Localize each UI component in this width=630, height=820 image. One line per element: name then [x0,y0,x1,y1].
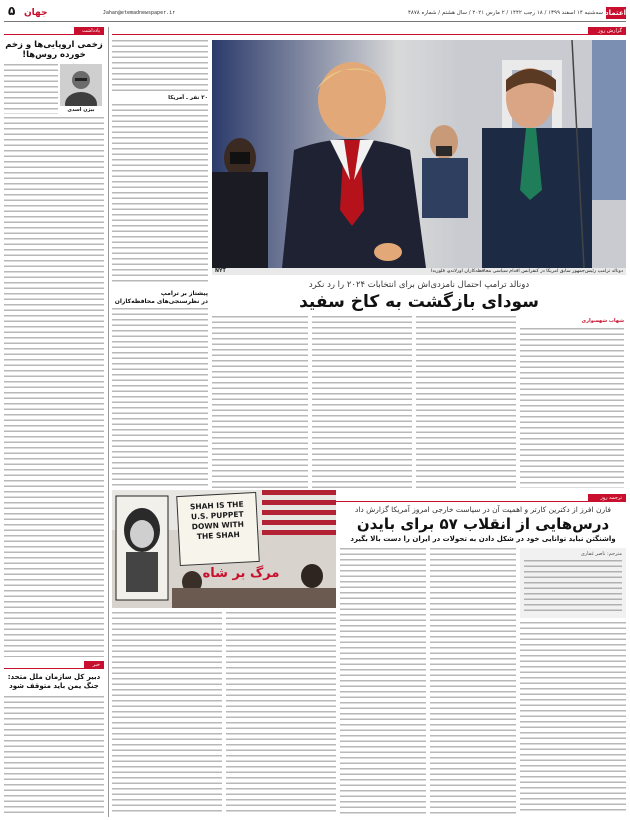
lead-text-col-4 [416,316,516,488]
feature-subtitle: واشنگتن نباید توانایی خود در شکل دادن به تحولات در ایران را دست بالا بگیرد [350,535,616,543]
section-title: جهان [24,7,48,18]
photo-credit: NYT [215,269,226,274]
sign-line-1: SHAH IS THE [189,499,244,512]
news-tag: خبر [84,661,104,669]
feature-translator: مترجم: ناصر غفاری [580,551,622,557]
feature-kicker: فارن افرز از دکترین کارتر و اهمیت آن در سیاست خارجی امروز آمریکا گزارش داد [355,505,611,514]
opinion-headline: زخمی اروپایی‌ها و زخم خورده روس‌ها! [5,40,103,60]
brief-headline-2: جنگ یمن باید متوقف شود [9,682,99,690]
feature-text-col-1 [340,548,426,814]
lead-text-col-5 [520,328,624,488]
note-tag: یادداشت [74,27,104,35]
lead-subhead-2: در نظرسنجی‌های محافظه‌کاران [114,298,208,305]
lead-headline: سودای بازگشت به کاخ سفید [299,292,539,312]
feature-text-col-2 [430,548,516,814]
protest-sign-farsi: مرگ بر شاه [202,566,280,581]
opinion-text-body [4,117,104,657]
date-line: سه‌شنبه ۱۴ اسفند ۱۳۹۹ / ۱۸ رجب ۱۴۴۲ / ۲ مارس ۲۰۲۱ / سال هشتم / شماره ۴۸۷۸ [407,9,603,16]
feature-text-col-3 [520,622,626,814]
report-tag: گزارش روز [588,27,626,35]
brief-headline-1: دبیر کل سازمان ملل متحد: [7,673,101,681]
opinion-text-top [4,64,58,114]
lead-kicker: دونالد ترامپ احتمال نامزدی‌اش برای انتخابات ۲۰۲۴ را رد نکرد [308,280,530,290]
report-tag-bar [112,27,626,35]
lead-text-col-1 [112,308,208,488]
section-email-link[interactable]: Jahan@etemadnewspaper.ir [102,9,176,16]
page-number: ۵ [8,4,16,18]
lead-author: شهاب شهسواری [581,318,624,324]
feature-text-col-5 [226,612,336,814]
sidebar-divider [108,27,109,817]
newspaper-logo: اعتماد [605,8,626,17]
trump-photo [212,40,626,268]
report-text-col-top [112,40,208,92]
sign-line-4: THE SHAH [196,529,240,542]
masthead [4,4,626,22]
report-text-col-mid [112,104,208,284]
lead-photo-caption: دونالد ترامپ رئیس‌جمهور سابق آمریکا در کنفرانس اقدام سیاسی محافظه‌کاران اورلاندو، فلوریدا NYT [212,268,626,275]
lead-subhead-1: پیشتاز بر ترامپ [160,290,208,297]
lead-text-col-3 [312,316,412,488]
author-photo [60,64,102,106]
translation-tag: ترجمه روز [588,494,626,502]
report-subhead-trump: ۲۰ نفر ـ آمریکا [168,95,208,101]
lead-text-col-2 [212,316,308,488]
feature-intro-box [520,548,626,618]
protest-sign [176,492,260,566]
opinion-author: بیژن اسدی [67,107,95,113]
sign-line-3: DOWN WITH [191,519,245,532]
feature-text-col-4 [112,612,222,814]
feature-headline: درس‌هایی از انقلاب ۵۷ برای بایدن [356,515,610,533]
brief-text [4,696,104,814]
sign-line-2: U.S. PUPPET [190,509,244,522]
